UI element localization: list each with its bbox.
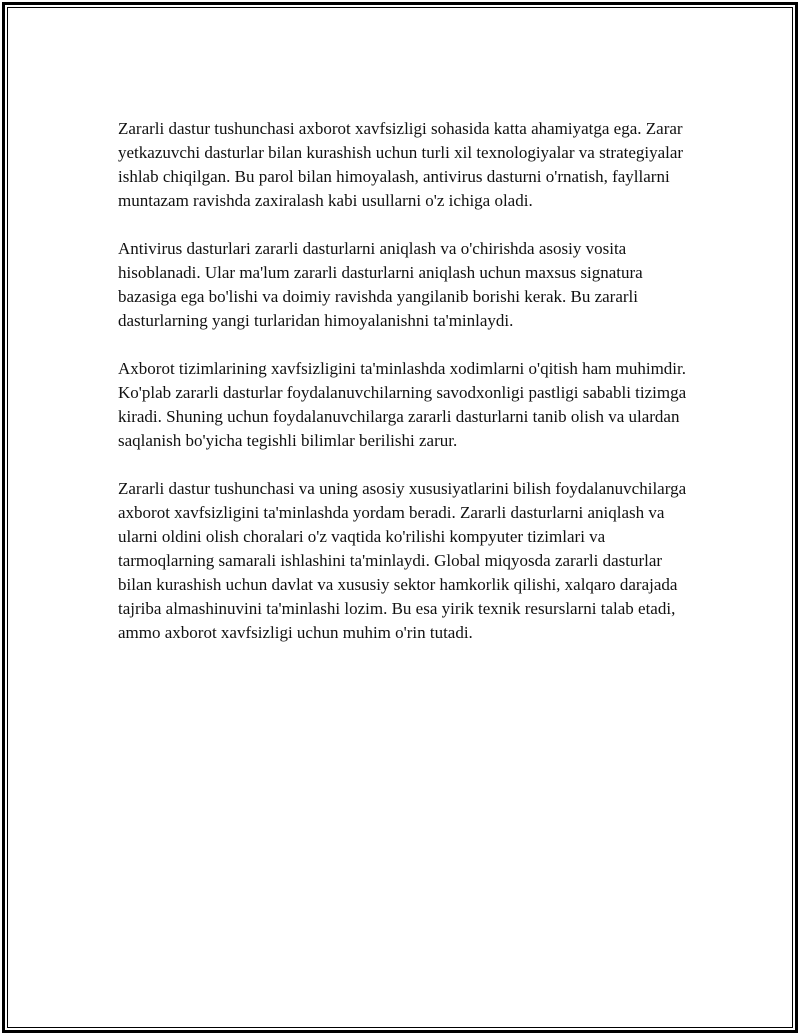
paragraph-4: Zararli dastur tushunchasi va uning asosiy xususiyatlarini bilish foydalanuvchilarga axborot xavfsizligini ta'minlashda yordam beradi. Zararli dasturlarni aniqlash va ularni oldini olish choralari o'z vaqtida ko'rilishi kompyuter tizimlari va tarmoqlarning samarali ishlashini ta'minlaydi. Global miqyosda zararli dasturlar bilan kurashish uchun davlat va xususiy sektor hamkorlik qilishi, xalqaro darajada tajriba almashinuvini ta'minlashi lozim. Bu esa yirik texnik resurslarni talab etadi, ammo axborot xavfsizligi uchun muhim o'rin tutadi. <box>118 479 687 642</box>
paragraph-1: Zararli dastur tushunchasi axborot xavfsizligi sohasida katta ahamiyatga ega. Zarar yetkazuvchi dasturlar bilan kurashish uchun turli xil texnologiyalar va strategiyalar ishlab chiqilgan. Bu parol bilan himoyalash, antivirus dasturni o'rnatish, fayllarni muntazam ravishda zaxiralash kabi usullarni o'z ichiga oladi. <box>118 119 684 210</box>
paragraph-3: Axborot tizimlarining xavfsizligini ta'minlashda xodimlarni o'qitish ham muhimdir. Ko'plab zararli dasturlar foydalanuvchilarning savodxonligi pastligi sababli tizimga kiradi. Shuning uchun foydalanuvchilarga zararli dasturlarni tanib olish va ulardan saqlanish bo'yicha tegishli bilimlar berilishi zarur. <box>118 359 687 450</box>
paragraph-2: Antivirus dasturlari zararli dasturlarni aniqlash va o'chirishda asosiy vosita hisoblanadi. Ular ma'lum zararli dasturlarni aniqlash uchun maxsus signatura bazasiga ega bo'lishi va doimiy ravishda yangilanib borishi kerak. Bu zararli dasturlarning yangi turlaridan himoyalanishni ta'minlaydi. <box>118 239 643 330</box>
document-body <box>118 117 698 669</box>
